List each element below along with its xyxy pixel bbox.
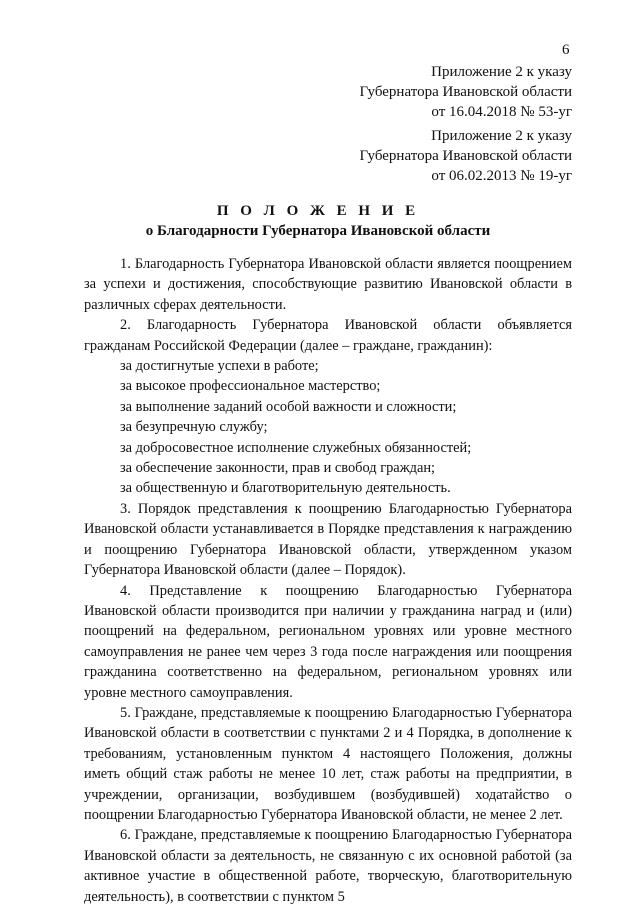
- appendix-line: от 16.04.2018 № 53-уг: [431, 104, 572, 120]
- paragraph-5: 5. Граждане, представляемые к поощрению Благодарностью Губернатора Ивановской области в соответствии с пунктами 2 и 4 Порядка, в дополнение к требованиям, установленным пунктом 4 настоящего Положения, должны иметь общий стаж работы не менее 10 лет, стаж работы на предприятии, в учреждении, организации, возбудившем (возбудившей) ходатайство о поощрении Благодарностью Губернатора Ивановской области, не менее 2 лет.: [84, 704, 572, 823]
- page-number: 6: [562, 42, 570, 58]
- document-title: П О Л О Ж Е Н И Е: [216, 203, 420, 219]
- paragraph-3: 3. Порядок представления к поощрению Благодарностью Губернатора Ивановской области устанавливается в Порядке представления к награждению и поощрению Губернатора Ивановской области, утвержденном указом Губернатора Ивановской области (далее – Порядок).: [84, 500, 572, 579]
- list-item: за обеспечение законности, прав и свобод граждан;: [120, 460, 436, 477]
- paragraph-2: 2. Благодарность Губернатора Ивановской области объявляется гражданам Российской Федерации (далее – граждане, гражданин):: [84, 317, 572, 354]
- appendix-header-original: [359, 126, 572, 186]
- appendix-header-current: [359, 62, 572, 122]
- document-subtitle: о Благодарности Губернатора Ивановской области: [145, 223, 491, 239]
- appendix-line: Приложение 2 к указу: [431, 64, 572, 80]
- paragraph-1: 1. Благодарность Губернатора Ивановской области является поощрением за успехи и достижения, способствующие развитию Ивановской области в различных сферах деятельности.: [84, 256, 572, 313]
- document-title-block: [62, 201, 574, 241]
- appendix-line: от 06.02.2013 № 19-уг: [431, 168, 572, 184]
- list-item: за достигнутые успехи в работе;: [120, 358, 319, 375]
- paragraph-6: 6. Граждане, представляемые к поощрению Благодарностью Губернатора Ивановской области за деятельность, не связанную с их основной работой (за активное участие в общественной работе, творческую, благотворительную деятельность), в соответствии с пунктом 5: [84, 827, 572, 905]
- list-item: за общественную и благотворительную деятельность.: [120, 480, 451, 497]
- list-item: за безупречную службу;: [120, 419, 268, 436]
- list-item: за выполнение заданий особой важности и сложности;: [120, 398, 457, 415]
- list-item: за добросовестное исполнение служебных обязанностей;: [120, 439, 472, 456]
- paragraph-4: 4. Представление к поощрению Благодарностью Губернатора Ивановской области производится при наличии у гражданина наград и (или) поощрений на федеральном, региональном уровнях или уровне местного самоуправления не ранее чем через 3 года после награждения или поощрения гражданина соответственно на федеральном, региональном уровнях или уровне местного самоуправления.: [84, 582, 572, 701]
- document-body: [84, 254, 572, 907]
- appendix-line: Губернатора Ивановской области: [359, 148, 572, 164]
- list-item: за высокое профессиональное мастерство;: [120, 378, 381, 395]
- appendix-line: Губернатора Ивановской области: [359, 84, 572, 100]
- appendix-line: Приложение 2 к указу: [431, 128, 572, 144]
